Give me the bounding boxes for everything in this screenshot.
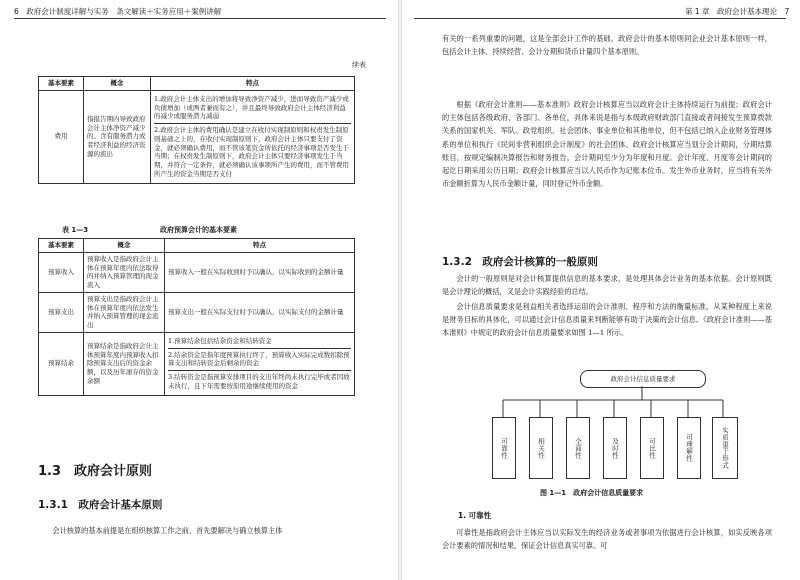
table-row <box>39 292 355 332</box>
features-cell: 预算支出一般在实际支付时予以确认，以实际支付的金额计量 <box>165 292 355 332</box>
element-cell: 预算结余 <box>39 332 84 395</box>
feature-text: 2.结余资金是指年度预算执行终了，预算收入实际完成数扣除预算支出和结转资金后剩余的资金 <box>168 348 351 371</box>
table-row <box>39 252 355 292</box>
table-1-3 <box>38 238 355 396</box>
concept-cell: 预算收入是指政府会计主体在预算年度内依法取得的并纳入预算管理的现金流入 <box>84 252 165 292</box>
figure-caption: 图 1—1 政府会计信息质量要求 <box>540 489 644 497</box>
left-running-head: 6 政府会计制度详解与实务 条文解读＋实务应用＋案例讲解 <box>14 7 222 16</box>
section-heading-1-3-1: 1.3.1 政府会计基本原则 <box>38 499 163 511</box>
header-features: 特点 <box>151 77 355 91</box>
table-row <box>39 332 355 395</box>
table-continued <box>38 76 355 184</box>
diagram-item-box: 实质重于形式 <box>712 417 738 479</box>
right-running-head: 第 1 章 政府会计基本理论 7 <box>685 7 790 16</box>
body-paragraph: 有关的一系列重要的问题，这是全部会计工作的基础。政府会计的基本原则同企业会计基本原则一样，包括会计主体、持续经营、会计分期和货币计量四个基本原则。 <box>442 34 772 57</box>
header-concept: 概念 <box>84 77 151 91</box>
features-cell: 预算收入一般在实际收到时予以确认，以实际收到的金额计量 <box>165 252 355 292</box>
element-cell: 预算收入 <box>39 252 84 292</box>
features-cell <box>151 90 355 183</box>
table-caption-number: 表 1—3 <box>62 226 89 234</box>
header-element: 基本要素 <box>39 239 84 253</box>
feature-text: 1.政府会计主体支出的增加将导致净资产减少，进而导致资产减少或负债增加（或两者兼而有之），并且最终导致政府会计主体经济利益的减少或服务潜力减弱 <box>154 94 349 121</box>
diagram-root-box: 政府会计信息质量要求 <box>580 370 706 388</box>
header-rule <box>14 18 386 19</box>
element-cell: 费用 <box>39 90 84 183</box>
diagram-connectors <box>470 386 750 418</box>
feature-text: 3.结转资金是指预算安排项目的支出年终尚未执行完毕或者因故未执行，且下年需要按原用途继续使用的资金 <box>168 370 351 393</box>
subsection-heading: 1. 可靠性 <box>458 511 492 520</box>
body-paragraph: 会计核算的基本前提是在组织核算工作之前，首先要解决与确立核算主体 <box>52 526 283 535</box>
diagram-item-box: 可比性 <box>640 417 664 479</box>
features-cell <box>165 332 355 395</box>
header-rule <box>414 18 786 19</box>
left-page <box>0 0 398 580</box>
diagram-item-box: 全面性 <box>566 417 590 479</box>
continued-label: 续表 <box>352 61 366 69</box>
element-cell: 预算支出 <box>39 292 84 332</box>
diagram-item-box: 及时性 <box>603 417 627 479</box>
body-paragraph: 会计的一般原则是对会计核算提供信息的基本要求，是处理具体会计业务的基本依据。会计原则既是会计理论的概括，又是会计实践经验的总结。 <box>442 274 772 297</box>
header-element: 基本要素 <box>39 77 84 91</box>
body-paragraph: 根据《政府会计准则——基本准则》政府会计核算应当以政府会计主体持续运行为前提；政府会计的主体包括各级政府、各部门、各单位，具体来说是指与本级政府财政部门直接或者间接发生预算拨款关系的国家机关、军队、政党组织、社会团体、事业单位和其他单位，但不包括已纳入企业财务管理体系的单位和执行《民间非营利组织会计制度》的社会团体。政府会计核算应当划分会计期间，分期结算账目，按规定编制决算报告和财务报告。会计期间至少分为年度和月度。会计年度、月度等会计期间的起讫日期采用公历日期；政府会计核算应当以人民币作为记账本位币。发生外币业务时，应当将有关外币金额折算为人民币金额计量，同时登记外币金额。 <box>442 100 772 189</box>
section-heading-1-3-2: 1.3.2 政府会计核算的一般原则 <box>442 256 598 268</box>
header-concept: 概念 <box>84 239 165 253</box>
section-heading-1-3: 1.3 政府会计原则 <box>38 464 153 479</box>
diagram-item-box: 可理解性 <box>677 417 701 479</box>
concept-cell: 指报告期内导致政府会计主体净资产减少的、含有服务潜力或者经济利益的经济资源的流出 <box>84 90 151 183</box>
concept-cell: 预算支出是指政府会计主体在预算年度内依法发生并纳入预算管理的现金流出 <box>84 292 165 332</box>
diagram-item-box: 可靠性 <box>492 417 516 479</box>
feature-text: 1.预算结余包括结余资金和结转资金 <box>168 336 272 345</box>
feature-text: 2.政府会计主体的费用确认是建立在收付实现制原则和权责发生制原则基础之上的，在收付实现制原则下，政府会计主体只要支付了资金，就必须确认费用，而不管该笔资金所依托的经济事项是否发生于当期；在权责发生制原则下，政府会计主体只要经济事项发生于当期，并符合一定条件，就必须确认该事项所产生的费用，而不管费用所产生的资金当期是否支付 <box>154 123 351 181</box>
table-caption-title: 政府预算会计的基本要素 <box>160 226 237 234</box>
body-paragraph: 可靠性是指政府会计主体应当以实际发生的经济业务或者事项为依据进行会计核算，如实反映各项会计要素的情况和结果，保证会计信息真实可靠。可 <box>442 528 772 551</box>
diagram-item-box: 相关性 <box>529 417 553 479</box>
header-features: 特点 <box>165 239 355 253</box>
table-row <box>39 90 355 183</box>
body-paragraph: 会计信息质量要求是利益相关者选择运用的会计准则、程序和方法的衡量标准，从某种程度上来说是财务目标的具体化，可以通过会计信息质量来判断能够有助于决策的会计信息。《政府会计准则——基本准则》中规定的政府会计信息质量要求如图 1—1 所示。 <box>442 302 772 338</box>
concept-cell: 预算结余是指政府会计主体预算年度内预算收入扣除预算支出后的资金余额，以及历年滚存的资金余额 <box>84 332 165 395</box>
